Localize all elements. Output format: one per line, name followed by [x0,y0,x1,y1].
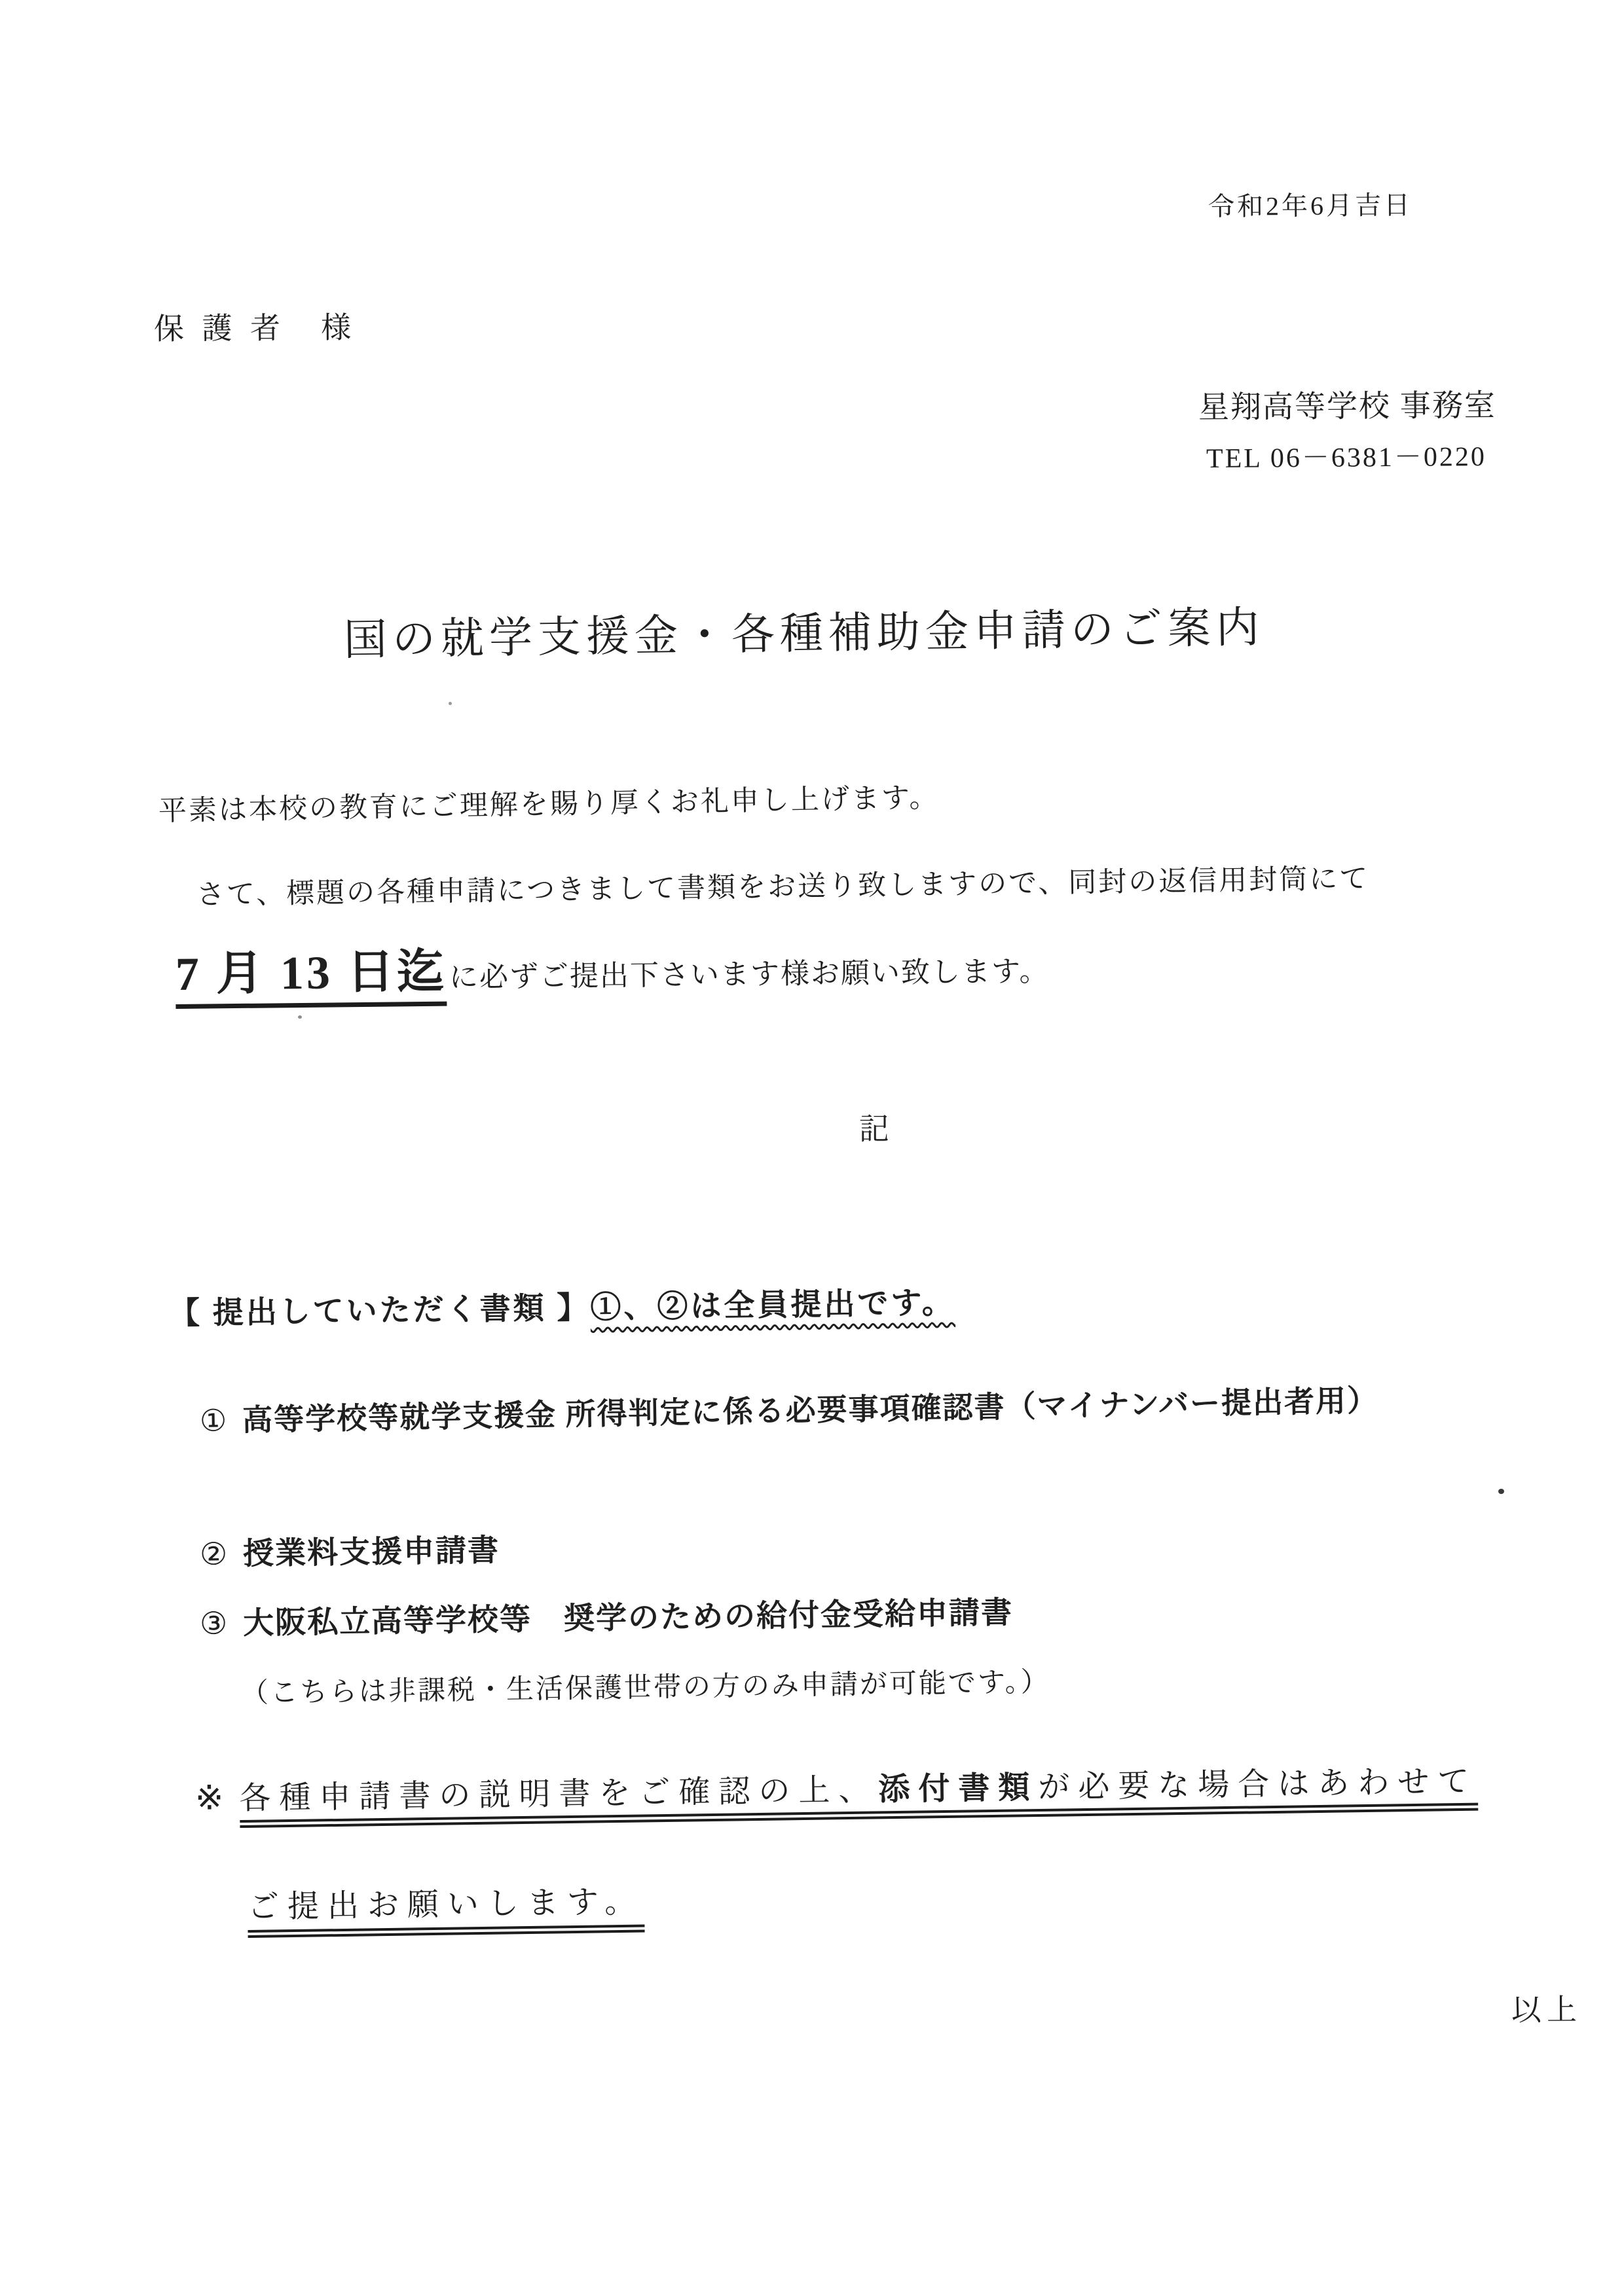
list-item-2 [199,1533,500,1572]
heading-bracket-text: 【 提出していただく書類 】 [168,1291,591,1331]
intro-paragraph: さて、標題の各種申請につきまして書類をお送り致しますので、同封の返信用封筒にて [196,863,1370,911]
item-2-number: ② [199,1537,229,1572]
item-2-text: 授業料支援申請書 [242,1533,500,1572]
sender-tel: TEL 06－6381－0220 [1206,442,1487,474]
caution-line-1 [195,1764,1478,1829]
caution-text-a: 各種申請書の説明書をご確認の上、 [239,1772,879,1817]
list-item-1 [199,1383,1379,1438]
caution-marker: ※ [194,1779,224,1817]
item-3-text: 大阪私立高等学校等 奨学のための給付金受給申請書 [242,1595,1014,1641]
deadline-rest-text: に必ずご提出下さいます様お願い致します。 [449,955,1050,994]
deadline-date-emphasis: 7 月 13 日迄 [175,948,447,1009]
letter-title: 国の就学支援金・各種補助金申請のご案内 [343,604,1265,665]
closing-marker: 以上 [1511,1993,1583,2027]
item-3-number: ③ [199,1607,229,1641]
scan-artifact-dot [298,1015,302,1019]
sender-name: 星翔高等学校 事務室 [1198,388,1496,425]
addressee: 保 護 者 様 [153,310,357,346]
caution-line-1-underlined [239,1766,1478,1828]
item-3-note: （こちらは非課税・生活保護世帯の方のみ申請が可能です。） [240,1667,1050,1709]
item-1-text: 高等学校等就学支援金 所得判定に係る必要事項確認書（マイナンバー提出者用） [242,1383,1379,1437]
caution-text-c: が必要な場合はあわせて [1037,1764,1478,1806]
list-item-3 [199,1595,1014,1641]
item-1-number: ① [199,1404,229,1438]
caution-line-2 [247,1884,645,1925]
heading-note-wavy: ①、②は全員提出です。 [590,1286,955,1326]
caution-text-bold: 添付書類 [877,1770,1039,1808]
caution-line-2-underlined: ご提出お願いします。 [248,1885,645,1938]
greeting-paragraph: 平素は本校の教育にご理解を賜り厚くお礼申し上げます。 [158,782,940,827]
deadline-line [175,941,1050,1009]
scan-artifact-dot [449,702,452,705]
documents-section-heading [169,1288,955,1330]
letter-date: 令和2年6月吉日 [1208,190,1413,221]
scan-artifact-dot [1498,1489,1504,1494]
record-marker: 記 [859,1112,889,1146]
